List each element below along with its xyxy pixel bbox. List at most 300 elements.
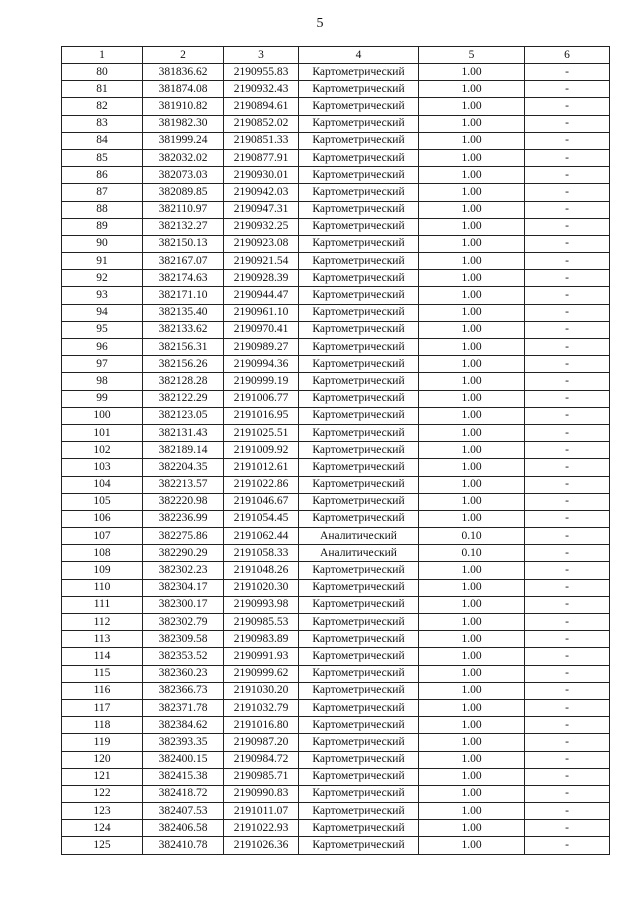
cell-method: Картометрический [299,115,419,132]
cell-y-coordinate: 2190999.62 [224,665,299,682]
cell-method: Картометрический [299,510,419,527]
cell-point-number: 91 [62,253,143,270]
table-row [62,253,610,270]
cell-point-number: 85 [62,149,143,166]
cell-point-number: 80 [62,64,143,81]
cell-description: - [525,596,610,613]
table-row [62,493,610,510]
cell-point-number: 83 [62,115,143,132]
cell-method: Картометрический [299,149,419,166]
cell-y-coordinate: 2191054.45 [224,510,299,527]
cell-method: Картометрический [299,339,419,356]
cell-x-coordinate: 382302.23 [143,562,224,579]
cell-x-coordinate: 382407.53 [143,803,224,820]
cell-description: - [525,579,610,596]
cell-x-coordinate: 382089.85 [143,184,224,201]
cell-description: - [525,717,610,734]
coordinates-table [61,46,610,855]
cell-accuracy: 1.00 [419,270,525,287]
cell-x-coordinate: 381836.62 [143,64,224,81]
cell-method: Картометрический [299,424,419,441]
cell-point-number: 116 [62,682,143,699]
cell-y-coordinate: 2190961.10 [224,304,299,321]
table-row [62,631,610,648]
cell-point-number: 103 [62,459,143,476]
cell-point-number: 109 [62,562,143,579]
cell-description: - [525,184,610,201]
cell-accuracy: 1.00 [419,442,525,459]
cell-x-coordinate: 382132.27 [143,218,224,235]
cell-accuracy: 1.00 [419,682,525,699]
table-row [62,98,610,115]
cell-y-coordinate: 2191022.93 [224,820,299,837]
table-row [62,321,610,338]
table-row [62,510,610,527]
table-row [62,356,610,373]
table-row [62,562,610,579]
table-row [62,184,610,201]
cell-y-coordinate: 2190987.20 [224,734,299,751]
cell-point-number: 86 [62,167,143,184]
cell-accuracy: 1.00 [419,253,525,270]
cell-x-coordinate: 382131.43 [143,424,224,441]
cell-x-coordinate: 382371.78 [143,699,224,716]
table-row [62,528,610,545]
cell-method: Аналитический [299,545,419,562]
cell-y-coordinate: 2190932.25 [224,218,299,235]
cell-accuracy: 1.00 [419,665,525,682]
cell-y-coordinate: 2190851.33 [224,132,299,149]
cell-y-coordinate: 2191020.30 [224,579,299,596]
cell-method: Картометрический [299,98,419,115]
cell-accuracy: 1.00 [419,510,525,527]
column-header-description: 6 [525,47,610,64]
cell-description: - [525,699,610,716]
cell-point-number: 124 [62,820,143,837]
cell-y-coordinate: 2190928.39 [224,270,299,287]
cell-y-coordinate: 2191025.51 [224,424,299,441]
cell-point-number: 123 [62,803,143,820]
cell-accuracy: 1.00 [419,648,525,665]
table-row [62,149,610,166]
cell-method: Картометрический [299,631,419,648]
cell-y-coordinate: 2190852.02 [224,115,299,132]
cell-method: Картометрический [299,579,419,596]
cell-y-coordinate: 2190923.08 [224,235,299,252]
cell-method: Картометрический [299,81,419,98]
cell-y-coordinate: 2190989.27 [224,339,299,356]
table-row [62,837,610,854]
cell-description: - [525,493,610,510]
cell-accuracy: 1.00 [419,562,525,579]
cell-accuracy: 1.00 [419,803,525,820]
table-row [62,167,610,184]
cell-y-coordinate: 2191016.95 [224,407,299,424]
cell-point-number: 97 [62,356,143,373]
cell-accuracy: 1.00 [419,149,525,166]
cell-y-coordinate: 2190877.91 [224,149,299,166]
cell-x-coordinate: 382309.58 [143,631,224,648]
cell-description: - [525,562,610,579]
cell-accuracy: 1.00 [419,820,525,837]
cell-point-number: 87 [62,184,143,201]
cell-x-coordinate: 382406.58 [143,820,224,837]
table-row [62,751,610,768]
cell-description: - [525,167,610,184]
cell-accuracy: 1.00 [419,321,525,338]
cell-method: Картометрический [299,717,419,734]
cell-point-number: 88 [62,201,143,218]
cell-description: - [525,201,610,218]
cell-point-number: 111 [62,596,143,613]
cell-method: Картометрический [299,820,419,837]
cell-y-coordinate: 2190944.47 [224,287,299,304]
cell-y-coordinate: 2190984.72 [224,751,299,768]
cell-description: - [525,253,610,270]
cell-accuracy: 1.00 [419,476,525,493]
cell-x-coordinate: 382123.05 [143,407,224,424]
table-row [62,287,610,304]
cell-x-coordinate: 381982.30 [143,115,224,132]
cell-description: - [525,442,610,459]
cell-accuracy: 1.00 [419,734,525,751]
cell-accuracy: 1.00 [419,837,525,854]
cell-x-coordinate: 382290.29 [143,545,224,562]
cell-y-coordinate: 2191032.79 [224,699,299,716]
cell-point-number: 120 [62,751,143,768]
cell-description: - [525,631,610,648]
cell-point-number: 119 [62,734,143,751]
cell-point-number: 106 [62,510,143,527]
cell-description: - [525,424,610,441]
cell-point-number: 98 [62,373,143,390]
table-row [62,785,610,802]
table-row [62,424,610,441]
cell-accuracy: 1.00 [419,81,525,98]
cell-y-coordinate: 2190921.54 [224,253,299,270]
cell-accuracy: 1.00 [419,493,525,510]
table-row [62,459,610,476]
table-row [62,115,610,132]
cell-x-coordinate: 382300.17 [143,596,224,613]
cell-method: Картометрический [299,373,419,390]
table-row [62,390,610,407]
table-row [62,476,610,493]
cell-point-number: 110 [62,579,143,596]
table-row [62,596,610,613]
cell-description: - [525,373,610,390]
table-row [62,270,610,287]
cell-method: Картометрический [299,270,419,287]
cell-method: Картометрический [299,132,419,149]
cell-x-coordinate: 382415.38 [143,768,224,785]
cell-method: Аналитический [299,528,419,545]
cell-description: - [525,734,610,751]
cell-accuracy: 1.00 [419,184,525,201]
cell-x-coordinate: 382304.17 [143,579,224,596]
column-header-x: 2 [143,47,224,64]
cell-x-coordinate: 382032.02 [143,149,224,166]
cell-description: - [525,356,610,373]
cell-point-number: 121 [62,768,143,785]
cell-description: - [525,476,610,493]
cell-description: - [525,751,610,768]
cell-description: - [525,407,610,424]
cell-x-coordinate: 382384.62 [143,717,224,734]
cell-method: Картометрический [299,596,419,613]
cell-point-number: 122 [62,785,143,802]
cell-method: Картометрический [299,562,419,579]
cell-description: - [525,98,610,115]
cell-y-coordinate: 2190991.93 [224,648,299,665]
cell-description: - [525,390,610,407]
cell-method: Картометрический [299,768,419,785]
cell-x-coordinate: 382275.86 [143,528,224,545]
cell-description: - [525,459,610,476]
cell-description: - [525,339,610,356]
cell-point-number: 84 [62,132,143,149]
cell-accuracy: 1.00 [419,717,525,734]
cell-method: Картометрический [299,614,419,631]
cell-description: - [525,665,610,682]
cell-x-coordinate: 382213.57 [143,476,224,493]
cell-point-number: 82 [62,98,143,115]
cell-x-coordinate: 382353.52 [143,648,224,665]
cell-x-coordinate: 382110.97 [143,201,224,218]
cell-description: - [525,321,610,338]
cell-point-number: 117 [62,699,143,716]
column-header-point: 1 [62,47,143,64]
cell-point-number: 94 [62,304,143,321]
table-row [62,218,610,235]
cell-point-number: 115 [62,665,143,682]
table-row [62,768,610,785]
cell-description: - [525,528,610,545]
table-row [62,373,610,390]
cell-accuracy: 1.00 [419,596,525,613]
cell-point-number: 125 [62,837,143,854]
cell-method: Картометрический [299,442,419,459]
cell-y-coordinate: 2191058.33 [224,545,299,562]
cell-description: - [525,132,610,149]
table-row [62,407,610,424]
cell-description: - [525,304,610,321]
cell-description: - [525,270,610,287]
cell-y-coordinate: 2191011.07 [224,803,299,820]
table-row [62,339,610,356]
cell-method: Картометрический [299,493,419,510]
cell-method: Картометрический [299,321,419,338]
cell-x-coordinate: 382133.62 [143,321,224,338]
cell-y-coordinate: 2190932.43 [224,81,299,98]
cell-method: Картометрический [299,356,419,373]
table-row [62,665,610,682]
page-number: 5 [316,16,324,31]
cell-accuracy: 1.00 [419,167,525,184]
cell-point-number: 90 [62,235,143,252]
cell-point-number: 100 [62,407,143,424]
cell-point-number: 92 [62,270,143,287]
cell-accuracy: 1.00 [419,115,525,132]
cell-accuracy: 1.00 [419,785,525,802]
cell-accuracy: 1.00 [419,459,525,476]
cell-y-coordinate: 2191012.61 [224,459,299,476]
cell-accuracy: 0.10 [419,528,525,545]
column-header-accuracy: 5 [419,47,525,64]
cell-method: Картометрический [299,304,419,321]
cell-description: - [525,64,610,81]
cell-method: Картометрический [299,218,419,235]
cell-method: Картометрический [299,201,419,218]
cell-point-number: 93 [62,287,143,304]
cell-description: - [525,837,610,854]
cell-description: - [525,803,610,820]
table-row [62,717,610,734]
cell-accuracy: 1.00 [419,631,525,648]
cell-accuracy: 1.00 [419,373,525,390]
table-row [62,64,610,81]
cell-method: Картометрический [299,235,419,252]
cell-accuracy: 1.00 [419,98,525,115]
cell-method: Картометрический [299,803,419,820]
cell-description: - [525,235,610,252]
cell-x-coordinate: 381910.82 [143,98,224,115]
cell-point-number: 96 [62,339,143,356]
cell-y-coordinate: 2190999.19 [224,373,299,390]
table-row [62,648,610,665]
cell-y-coordinate: 2191030.20 [224,682,299,699]
table-row [62,734,610,751]
cell-method: Картометрический [299,64,419,81]
cell-y-coordinate: 2191009.92 [224,442,299,459]
cell-description: - [525,81,610,98]
cell-y-coordinate: 2190955.83 [224,64,299,81]
cell-description: - [525,287,610,304]
cell-x-coordinate: 382073.03 [143,167,224,184]
cell-description: - [525,545,610,562]
cell-x-coordinate: 382156.26 [143,356,224,373]
cell-accuracy: 1.00 [419,235,525,252]
cell-point-number: 95 [62,321,143,338]
cell-accuracy: 0.10 [419,545,525,562]
cell-method: Картометрический [299,459,419,476]
cell-point-number: 99 [62,390,143,407]
cell-accuracy: 1.00 [419,132,525,149]
cell-y-coordinate: 2190942.03 [224,184,299,201]
cell-y-coordinate: 2190947.31 [224,201,299,218]
cell-y-coordinate: 2190994.36 [224,356,299,373]
table-row [62,304,610,321]
cell-x-coordinate: 381999.24 [143,132,224,149]
cell-accuracy: 1.00 [419,699,525,716]
cell-x-coordinate: 382400.15 [143,751,224,768]
cell-x-coordinate: 382204.35 [143,459,224,476]
cell-method: Картометрический [299,665,419,682]
cell-y-coordinate: 2190894.61 [224,98,299,115]
cell-accuracy: 1.00 [419,218,525,235]
cell-y-coordinate: 2191006.77 [224,390,299,407]
table-body [62,64,610,855]
cell-x-coordinate: 382174.63 [143,270,224,287]
cell-x-coordinate: 382122.29 [143,390,224,407]
cell-accuracy: 1.00 [419,390,525,407]
cell-accuracy: 1.00 [419,356,525,373]
column-header-y: 3 [224,47,299,64]
cell-point-number: 114 [62,648,143,665]
cell-accuracy: 1.00 [419,751,525,768]
cell-y-coordinate: 2191026.36 [224,837,299,854]
cell-description: - [525,682,610,699]
cell-y-coordinate: 2191022.86 [224,476,299,493]
cell-description: - [525,510,610,527]
cell-accuracy: 1.00 [419,579,525,596]
cell-y-coordinate: 2190990.83 [224,785,299,802]
cell-accuracy: 1.00 [419,407,525,424]
cell-x-coordinate: 382360.23 [143,665,224,682]
cell-y-coordinate: 2191048.26 [224,562,299,579]
cell-description: - [525,115,610,132]
cell-x-coordinate: 382135.40 [143,304,224,321]
table-row [62,442,610,459]
cell-description: - [525,820,610,837]
cell-method: Картометрический [299,287,419,304]
cell-method: Картометрический [299,407,419,424]
cell-description: - [525,614,610,631]
cell-method: Картометрический [299,751,419,768]
cell-method: Картометрический [299,167,419,184]
table-row [62,579,610,596]
cell-point-number: 104 [62,476,143,493]
cell-method: Картометрический [299,785,419,802]
cell-point-number: 101 [62,424,143,441]
cell-accuracy: 1.00 [419,64,525,81]
cell-x-coordinate: 382410.78 [143,837,224,854]
cell-description: - [525,768,610,785]
cell-x-coordinate: 382220.98 [143,493,224,510]
cell-method: Картометрический [299,476,419,493]
cell-y-coordinate: 2190930.01 [224,167,299,184]
cell-point-number: 108 [62,545,143,562]
cell-accuracy: 1.00 [419,304,525,321]
cell-x-coordinate: 382128.28 [143,373,224,390]
cell-method: Картометрический [299,837,419,854]
cell-method: Картометрический [299,682,419,699]
table-row [62,699,610,716]
cell-accuracy: 1.00 [419,424,525,441]
cell-x-coordinate: 382236.99 [143,510,224,527]
cell-x-coordinate: 381874.08 [143,81,224,98]
column-header-method: 4 [299,47,419,64]
table-row [62,545,610,562]
cell-accuracy: 1.00 [419,201,525,218]
table-row [62,201,610,218]
cell-point-number: 89 [62,218,143,235]
cell-point-number: 105 [62,493,143,510]
cell-method: Картометрический [299,734,419,751]
table-row [62,235,610,252]
cell-accuracy: 1.00 [419,287,525,304]
cell-description: - [525,648,610,665]
cell-x-coordinate: 382156.31 [143,339,224,356]
cell-y-coordinate: 2190970.41 [224,321,299,338]
cell-description: - [525,149,610,166]
cell-method: Картометрический [299,390,419,407]
cell-point-number: 81 [62,81,143,98]
cell-description: - [525,218,610,235]
cell-x-coordinate: 382418.72 [143,785,224,802]
cell-y-coordinate: 2190985.71 [224,768,299,785]
table-row [62,81,610,98]
